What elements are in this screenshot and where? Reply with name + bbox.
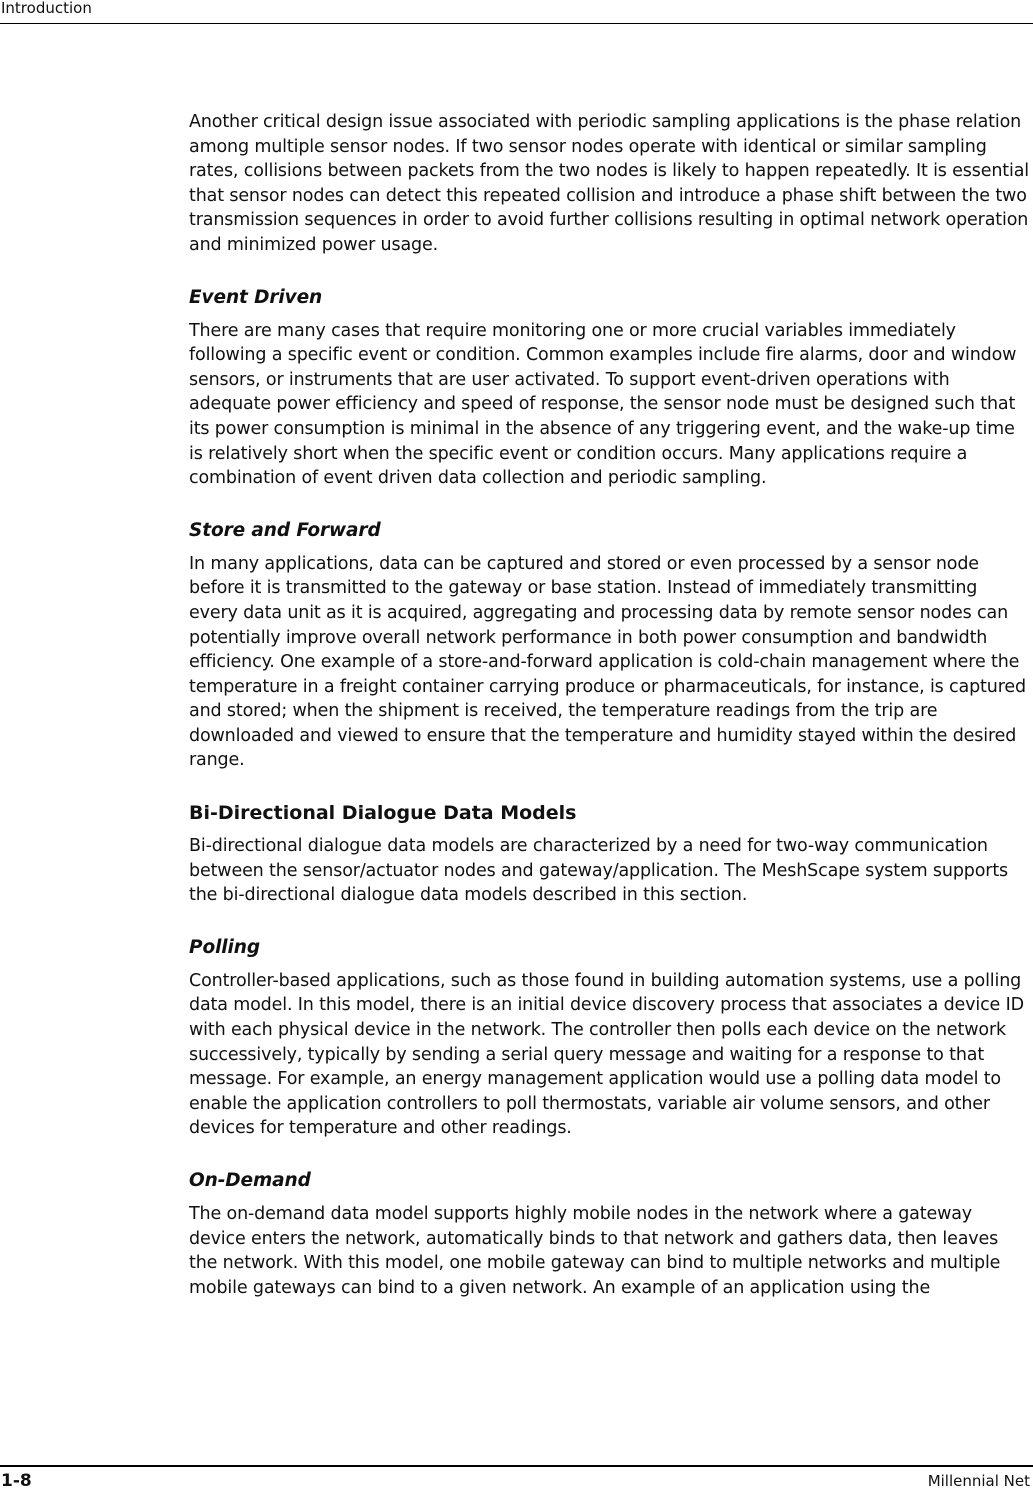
store-forward-heading: Store and Forward: [189, 519, 381, 541]
store-forward-paragraph: In many applications, data can be captured and stored or even processed by a sensor node before it is transmitted to the gateway or base station. Instead of immediately transmitting every data unit as it is acquired, aggregating and processing data by remote sensor nodes can potentially improve overall network performance in both power consumption and bandwidth efficiency. One example of a store-and-forward application is cold-chain management where the temperature in a freight container carrying produce or pharmaceuticals, for instance, is captured and stored; when the shipment is received, the temperature readings from the trip are downloaded and viewed to ensure that the temperature and humidity stayed within the desired range.: [189, 553, 1026, 771]
on-demand-heading: On-Demand: [189, 1170, 311, 1191]
polling-paragraph: Controller-based applications, such as those found in building automation systems, use a polling data model. In this model, there is an initial device discovery process that associates a device ID with each physical device in the network. The controller then polls each device on the network successively, typically by sending a serial query message and waiting for a response to that message. For example, an energy management application would use a polling data model to enable the application controllers to poll thermostats, variable air volume sensors, and other devices for temperature and other readings.: [189, 970, 1024, 1139]
bidirectional-heading: Bi-Directional Dialogue Data Models: [189, 802, 577, 825]
running-header: [0, 0, 1033, 24]
event-driven-heading: Event Driven: [189, 286, 323, 308]
running-footer: [0, 1465, 1033, 1495]
page-number: 1-8: [1, 1471, 32, 1491]
publisher-name: Millennial Net: [927, 1472, 1030, 1490]
on-demand-paragraph: The on-demand data model supports highly mobile nodes in the network where a gateway device enters the network, automatically binds to that network and gathers data, then leaves the network. With this model, one mobile gateway can bind to multiple networks and multiple mobile gateways can bind to a given network. An example of an application using the: [189, 1204, 1001, 1298]
polling-heading: Polling: [189, 936, 261, 958]
event-driven-paragraph: There are many cases that require monitoring one or more crucial variables immediately following a specific event or condition. Common examples include fire alarms, door and window sensors, or instruments that are user activated. To support event-driven operations with adequate power efficiency and speed of response, the sensor node must be designed such that its power consumption is minimal in the absence of any triggering event, and the wake-up time is relatively short when the specific event or condition occurs. Many applications require a combination of event driven data collection and periodic sampling.: [189, 320, 1017, 489]
header-section-title: Introduction: [1, 0, 92, 17]
page-body: [189, 110, 1029, 1300]
intro-paragraph: Another critical design issue associated with periodic sampling applications is the phase relation among multiple sensor nodes. If two sensor nodes operate with identical or similar sampling rates, collisions between packets from the two nodes is likely to happen repeatedly. It is essential that sensor nodes can detect this repeated collision and introduce a phase shift between the two transmission sequences in order to avoid further collisions resulting in optimal network operation and minimized power usage.: [189, 112, 1030, 255]
bidirectional-paragraph: Bi-directional dialogue data models are characterized by a need for two-way communication between the sensor/actuator nodes and gateway/application. The MeshScape system supports the bi-directional dialogue data models described in this section.: [189, 836, 1009, 906]
